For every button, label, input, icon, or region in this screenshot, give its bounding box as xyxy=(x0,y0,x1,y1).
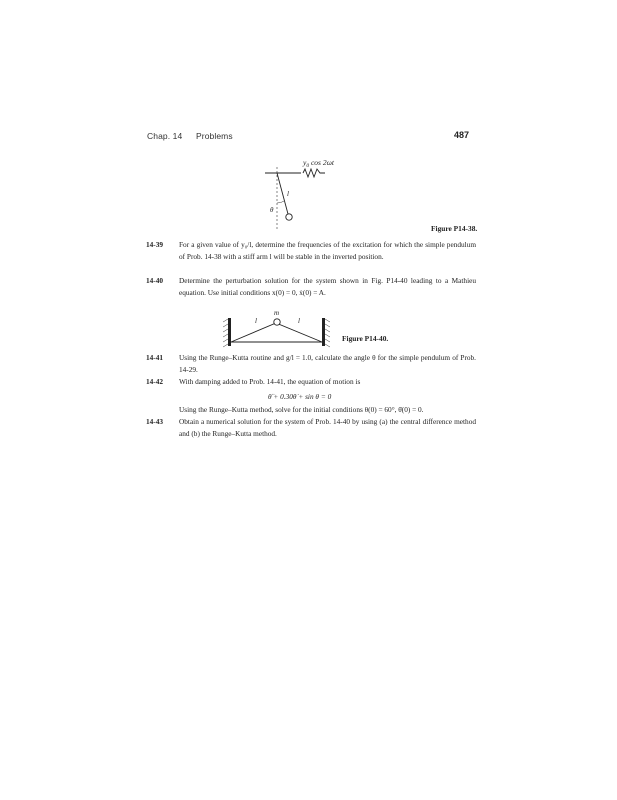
left-wall-hatch xyxy=(223,319,228,347)
problem-14-40 xyxy=(146,275,476,298)
figure-p14-40 xyxy=(222,310,352,356)
figure-p14-38 xyxy=(255,155,365,235)
problem-text: Obtain a numerical solution for the system of Prob. 14-40 by using (a) the central difference method and (b) the Runge–Kutta method. xyxy=(179,417,476,438)
angle-arc xyxy=(277,201,284,203)
pendulum-bob xyxy=(286,214,292,220)
chapter-label: Chap. 14 xyxy=(147,131,183,141)
excitation-label: $y_0$ cos 2ωt xyxy=(303,158,334,169)
problem-number: 14-43 xyxy=(146,417,164,426)
caption-p14-40: Figure P14-40. xyxy=(342,334,389,343)
problem-14-39 xyxy=(146,239,476,262)
mass-label: m xyxy=(274,309,280,317)
caption-p14-38: Figure P14-38. xyxy=(431,224,478,233)
problem-number: 14-42 xyxy=(146,377,164,386)
problem-14-42-continued xyxy=(150,404,476,416)
left-wall xyxy=(228,318,231,346)
problem-14-41 xyxy=(146,352,476,375)
section-label: Problems xyxy=(196,131,233,141)
page-number: 487 xyxy=(454,130,470,140)
length-label: l xyxy=(287,190,289,198)
problem-14-42 xyxy=(146,376,476,388)
problem-text-after: Using the Runge–Kutta method, solve for the initial conditions θ(0) = 60°, θ̇(0) = 0. xyxy=(179,405,424,414)
problem-number: 14-40 xyxy=(146,276,164,285)
excitation-wave xyxy=(303,169,325,177)
right-wall-hatch xyxy=(325,319,330,347)
problem-text: Using the Runge–Kutta routine and g/l = 1.0, calculate the angle θ for the simple pendulum of Prob. 14-29. xyxy=(179,353,476,374)
problem-text: For a given value of y₀/l, determine the frequencies of the excitation for which the simple pendulum of Prob. 14-38 with a stiff arm l will be stable in the inverted position. xyxy=(179,240,476,261)
right-length-label: l xyxy=(298,317,300,325)
equation-14-42: θ̈ + 0.30θ̇ + sin θ = 0 xyxy=(268,392,332,401)
mass xyxy=(274,319,280,325)
problem-14-43 xyxy=(146,416,476,439)
problem-text: Determine the perturbation solution for the system shown in Fig. P14-40 leading to a Mathieu equation. Use initial conditions x(0) = 0, ẋ(0) = A. xyxy=(179,276,476,297)
problem-number: 14-41 xyxy=(146,353,164,362)
displaced-string xyxy=(231,323,322,342)
problem-text: With damping added to Prob. 14-41, the equation of motion is xyxy=(179,377,361,386)
angle-label: θ xyxy=(270,206,274,214)
left-length-label: l xyxy=(255,317,257,325)
right-wall xyxy=(322,318,325,346)
problem-number: 14-39 xyxy=(146,240,164,249)
